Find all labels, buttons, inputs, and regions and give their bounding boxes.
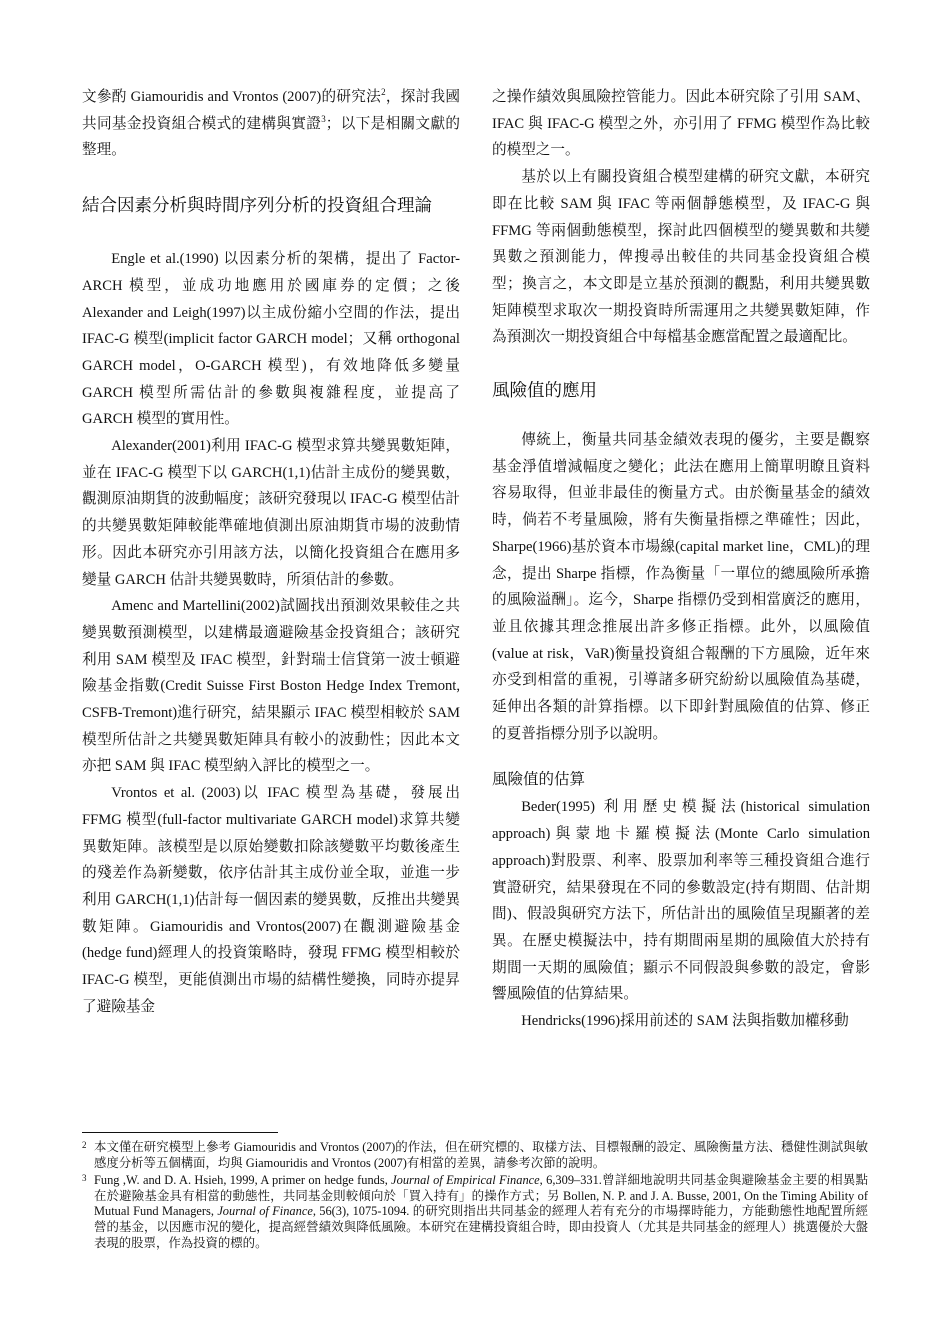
intro-paragraph [82,84,460,164]
paragraph-beder: Beder(1995) 利用歷史模擬法(historical simulation approach)與蒙地卡羅模擬法(Monte Carlo simulation approach)對股票、利率、股票加利率等三種投資組合進行實證研究，結果發現在不同的參數設定(持有期間、估計期間)、假設與研究方法下，所估計出的風險值呈現顯著的差異。在歷史模擬法中，持有期間兩星期的風險值大於持有期間一天期的風險值；顯示不同假設與參數的設定，會影響風險值的估算結果。 [492,799,870,1003]
journal-title: Journal of Finance [217,1204,313,1219]
footnote-ref-3[interactable]: 3 [321,113,326,124]
footnote-number: 3 [82,1173,87,1184]
footnote-number: 2 [82,1140,87,1150]
paragraph-sharpe: 傳統上，衡量共同基金績效表現的優劣，主要是觀察基金淨值增減幅度之變化；此法在應用上簡單明瞭且資料容易取得，但並非最佳的衡量方式。由於衡量基金的績效時，倘若不考量風險，將有失衡量指標之準確性；因此，Sharpe(1966)基於資本市場線(capital market line，CML)的理念，提出 Sharpe 指標，作為衡量「一單位的總風險所承擔的風險溢酬」。迄今，Sharpe 指標仍受到相當廣泛的應用，並且依據其理念推展出許多修正指標。此外，以風險值(value at risk，VaR)衡量投資組合報酬的下方風險，近年來亦受到相當的重視，引導諸多研究紛紛以風險值為基礎，延伸出各類的計算指標。以下即針對風險值的估算、修正的夏普指標分別予以說明。 [492,432,870,742]
intro-text-b: ，探討我國共同基金投資組合模式的建構與實證 [82,89,460,132]
paragraph-amenc: Amenc and Martellini(2002)試圖找出預測效果較佳之共變異數預測模型，以建構最適避險基金投資組合；該研究利用 SAM 模型及 IFAC 模型，針對瑞士信貸第一波士頓避險基金指數(Credit Suisse First Boston Hedge Index Tremont, CSFB-Tremont)進行研究，結果顯示 IFAC 模型相較於 SAM 模型所估計之共變異數矩陣具有較小的波動性；因此本文亦把 SAM 與 IFAC 模型納入評比的模型之一。 [82,598,460,775]
paragraph-vrontos: Vrontos et al. (2003)以 IFAC 模型為基礎，發展出 FFMG 模型(full-factor multivariate GARCH model)求算共變異數矩陣。該模型是以原始變數扣除該變數平均數後產生的殘差作為新變數，依序估計其主成份並全取，並進一步利用 GARCH(1,1)估計每一個因素的變異數，反推出共變異數矩陣。Giamouridis and Vrontos(2007)在觀測避險基金(hedge fund)經理人的投資策略時，發現 FFMG 模型相較於 IFAC-G 模型，更能偵測出市場的結構性變換，同時亦提昇了避險基金 [82,785,460,1015]
footnote-divider [82,1132,278,1133]
left-column [82,84,460,1021]
footnote-3-text-b: , 6,309–331.曾詳細地說明共同基金與避險基金主要的相異點在於避險基金具有相當的動態性，共同基金則較傾向於「買入持有」的操作方式；另 Bollen, N. P. and J. A. Busse, 2001, On the Timing Ability of Mutual Fund Managers, [94,1173,868,1219]
footnote-3-text-c: , 56(3), 1075-1094. 的研究則指出共同基金的經理人若有充分的市場擇時能力，方能動態性地配置所經營的基金，以因應市況的變化，提高經營績效與降低風險。本研究在建構投資組合時，即由投資人（尤其是共同基金的經理人）挑選優於大盤表現的股票，作為投資的標的。 [94,1204,869,1250]
paragraph-hendricks: Hendricks(1996)採用前述的 SAM 法與指數加權移動 [521,1013,849,1030]
paragraph-alexander: Alexander(2001)利用 IFAC-G 模型求算共變異數矩陣，並在 IFAC-G 模型下以 GARCH(1,1)估計主成份的變異數，觀測原油期貨的波動幅度；該研究發現以 IFAC-G 模型估計的共變異數矩陣較能準確地偵測出原油期貨市場的波動情形。因此本研究亦引用該方法，以簡化投資組合在應用多變量 GARCH 估計共變異數時，所須估計的參數。 [82,438,460,588]
footnote-3-text-a: Fung ,W. and D. A. Hsieh, 1999, A primer on hedge funds, [94,1173,392,1188]
footnote-3 [82,1173,868,1251]
section-heading-var-application: 風險值的應用 [492,381,597,402]
intro-text-c: ；以下是相關文獻的整理。 [82,115,460,159]
intro-text-a: 文參酌 Giamouridis and Vrontos (2007)的研究法 [82,89,382,105]
footnote-ref-2[interactable]: 2 [381,87,386,98]
footnotes [82,1140,868,1251]
journal-title: Journal of Empirical Finance [391,1173,540,1188]
paragraph-continuation: 之操作績效與風險控管能力。因此本研究除了引用 SAM、IFAC 與 IFAC-G 模型之外，亦引用了 FFMG 模型作為比較的模型之一。 [492,89,870,159]
paragraph-engle: Engle et al.(1990) 以因素分析的架構，提出了 Factor-ARCH 模型，並成功地應用於國庫券的定價；之後 Alexander and Leigh(1997)以主成份縮小空間的作法，提出 IFAC-G 模型(implicit factor GARCH model；又稱 orthogonal GARCH model，O-GARCH 模型)，有效地降低多變量 GARCH 模型所需估計的參數與複雜程度，並提高了 GARCH 模型的實用性。 [82,251,460,428]
subsection-heading-var-estimation: 風險值的估算 [492,770,586,789]
section-heading-portfolio-theory: 結合因素分析與時間序列分析的投資組合理論 [82,196,432,217]
footnote-2 [82,1140,868,1171]
right-column [492,84,870,1035]
footnote-2-text: 本文僅在研究模型上參考 Giamouridis and Vrontos (2007)的作法，但在研究標的、取樣方法、目標報酬的設定、風險衡量方法、穩健性測試與敏感度分析等五個構面，均與 Giamouridis and Vrontos (2007)有相當的差異，請參考次節的說明。 [94,1140,868,1170]
paragraph-research-design: 基於以上有關投資組合模型建構的研究文獻，本研究即在比較 SAM 與 IFAC 等兩個靜態模型，及 IFAC-G 與 FFMG 等兩個動態模型，探討此四個模型的變異數和共變異數之預測能力，俾搜尋出較佳的共同基金投資組合模型；換言之，本文即是立基於預測的觀點，利用共變異數矩陣模型求取次一期投資時所需運用之共變異數矩陣，作為預測次一期投資組合中每檔基金應當配置之最適配比。 [492,169,870,346]
